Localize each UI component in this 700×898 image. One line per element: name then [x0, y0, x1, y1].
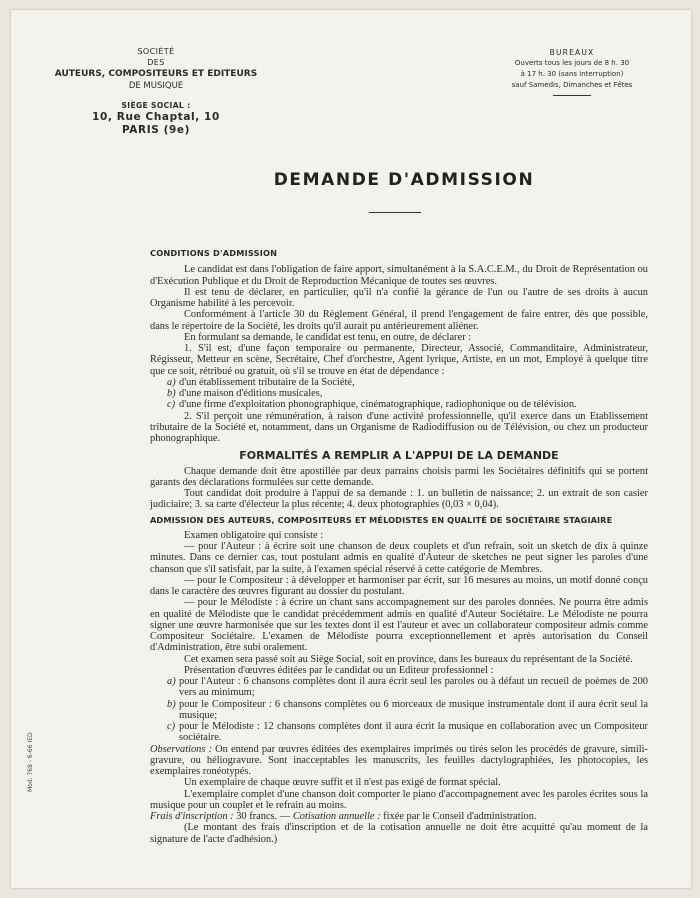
- fees: Frais d'inscription : 30 francs. — Cotisation annuelle : fixée par le Conseil d'administration.: [150, 811, 537, 822]
- list-item: a) d'un établissement tributaire de la Société,: [167, 376, 355, 388]
- document-title: DEMANDE D'ADMISSION: [273, 170, 535, 190]
- section-heading-admission: ADMISSION DES AUTEURS, COMPOSITEURS ET MÉLODISTES EN QUALITÉ DE SOCIÉTAIRE STAGIAIRE: [150, 514, 613, 525]
- office-hours-line-3: sauf Samedis, Dimanches et Fêtes: [511, 81, 633, 89]
- paragraph: — pour l'Auteur : à écrire soit une chanson de deux couplets et d'un refrain, soit un sketch de dix à quinze minutes. Dans ce dernier cas, tout postulant admis en qualité d'Auteur de sketches ne peut signer les paroles d'une chanson que s'il satisfait, par la suite, à l'examen spécial réservé à cette catégorie de Membres.: [150, 541, 648, 575]
- paragraph: Présentation d'œuvres éditées par le candidat ou un Editeur professionnel :: [184, 664, 494, 676]
- paragraph: Cet examen sera passé soit au Siège Social, soit en province, dans les bureaux du représentant de la Société.: [184, 653, 633, 665]
- office-hours-heading: BUREAUX: [549, 48, 595, 57]
- office-hours-rule: [553, 95, 591, 96]
- list-item: a) pour l'Auteur : 6 chansons complètes dont il aura écrit seul les paroles ou à défaut un recueil de poèmes de 200 vers au minimum;: [167, 676, 648, 699]
- seat-label: SIÈGE SOCIAL :: [121, 101, 191, 110]
- form-code: Mod. 768 - 6-66 IED: [27, 732, 34, 792]
- street-address: 10, Rue Chaptal, 10: [92, 111, 220, 123]
- paragraph: — pour le Mélodiste : à écrire un chant sans accompagnement sur des paroles données. Ne pourra être admis en qualité de Mélodiste que le candidat précédemment admis en qualité d'Auteur Sociétaire. Le Mélodiste ne pourra signer une œuvre harmonisée que sur les textes dont il est l'auteur et avec un collaborateur compositeur admis comme Compositeur Sociétaire. L'examen de Mélodiste pourra exceptionnellement et après autorisation du Conseil d'Administration, être subi oralement.: [150, 597, 648, 654]
- paragraph: L'exemplaire complet d'une chanson doit comporter le piano d'accompagnement avec les paroles écrites sous la musique pour un couplet et le refrain au moins.: [150, 788, 648, 811]
- society-line-4: DE MUSIQUE: [128, 81, 184, 91]
- section-heading-conditions: CONDITIONS D'ADMISSION: [150, 248, 278, 258]
- city-address: PARIS (9e): [121, 124, 191, 136]
- office-hours: [497, 47, 647, 96]
- list-item: b) d'une maison d'éditions musicales,: [167, 388, 323, 399]
- works-list: [150, 676, 648, 744]
- list-item: c) d'une firme d'exploitation phonographique, cinématographique, radiophonique ou de télévision.: [167, 399, 577, 411]
- paragraph: En formulant sa demande, le candidat est tenu, en outre, de déclarer :: [184, 331, 472, 343]
- society-line-1: SOCIÉTÉ: [137, 47, 175, 56]
- paragraph: Chaque demande doit être apostillée par deux parrains choisis parmi les Sociétaires définitifs qui se portent garants des déclarations formulées sur cette demande.: [150, 465, 648, 488]
- section-heading-formalites: FORMALITÉS A REMPLIR A L'APPUI DE LA DEMANDE: [239, 449, 559, 463]
- paragraph: Conformément à l'article 30 du Règlement Général, il prend l'engagement de faire entrer, dès que possible, dans le répertoire de la Société, les droits qu'il aurait pu antérieurement aliéner.: [150, 309, 648, 332]
- paragraph: Examen obligatoire qui consiste :: [184, 529, 324, 541]
- society-line-2: DES: [147, 58, 165, 67]
- office-hours-line-1: Ouverts tous les jours de 8 h. 30: [514, 59, 630, 67]
- paragraph: 1. S'il est, d'une façon temporaire ou permanente, Directeur, Associé, Commanditaire, Administrateur, Régisseur, Metteur en scène, Secrétaire, Chef d'orchestre, Agent lyrique, Artiste, en un mot, Employé à quelque titre que ce soit, rétribué ou gratuit, où s'il se trouve en état de dépendance :: [150, 343, 648, 377]
- document-body: [150, 248, 648, 845]
- title-divider: [369, 212, 421, 213]
- list-item: b) pour le Compositeur : 6 chansons complètes ou 6 morceaux de musique instrumentale dont il aura écrit seul la musique;: [167, 698, 648, 721]
- list-item: c) pour le Mélodiste : 12 chansons complètes dont il aura écrit la musique en collaboration avec un Compositeur sociétaire.: [167, 721, 648, 744]
- paragraph: Tout candidat doit produire à l'appui de sa demande : 1. un bulletin de naissance; 2. un extrait de son casier judiciaire; 3. sa carte d'électeur la plus récente; 4. deux photographies (0,03 × 0,04).: [150, 488, 648, 511]
- society-header: [49, 46, 263, 137]
- paragraph: Le candidat est dans l'obligation de faire apport, simultanément à la S.A.C.E.M., du Droit de Représentation ou d'Exécution Publique et du Droit de Reproduction Mécanique de toutes ses œuvres.: [150, 264, 648, 287]
- paragraph: — pour le Compositeur : à développer et harmoniser par écrit, sur 16 mesures au moins, un motif donné conçu dans le caractère des œuvres figurant au dossier du postulant.: [150, 574, 648, 597]
- office-hours-line-2: à 17 h. 30 (sans interruption): [520, 70, 624, 78]
- paragraph: 2. S'il perçoit une rémunération, à raison d'une activité professionnelle, qu'il exerce dans un Etablissement tributaire de la Société et, notamment, dans un Organisme de Radiodiffusion ou de Télévision, ou chez un producteur phonographique.: [150, 410, 648, 444]
- society-name: AUTEURS, COMPOSITEURS ET EDITEURS: [54, 69, 258, 79]
- observations: Observations : On entend par œuvres éditées des exemplaires imprimés ou tirés selon les procédés de gravure, simili-gravure, ou héliogravure. Sont inacceptables les manuscrits, les feuilles dactylographiées, les photocopies, les exemplaires ronéotypés.: [150, 743, 648, 777]
- paragraph: (Le montant des frais d'inscription et de la cotisation annuelle ne doit être acquitté qu'au moment de la signature de l'acte d'adhésion.): [150, 822, 648, 845]
- paragraph: Un exemplaire de chaque œuvre suffit et il n'est pas exigé de format spécial.: [184, 777, 501, 789]
- paragraph: Il est tenu de déclarer, en particulier, qu'il n'a confié la gérance de l'un ou l'autre de ses droits à aucun Organisme habilité à les percevoir.: [150, 286, 648, 309]
- document-page: [11, 10, 691, 888]
- dependency-list: [150, 377, 648, 411]
